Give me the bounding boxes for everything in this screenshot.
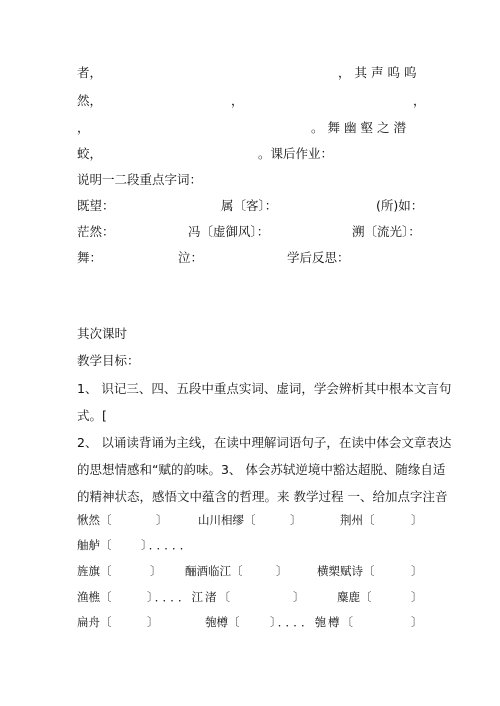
bracket-close: 〕 <box>411 564 423 578</box>
reflection-label: 学后反思： <box>287 250 350 265</box>
vocab-qi: 泣： <box>178 250 204 265</box>
goal-1-line-2: 式。[ <box>77 408 107 423</box>
goal-line-3: 的精神状态，感悟文中蕴含的哲理。来 教学过程 一、给加点字注音 <box>77 489 448 504</box>
vocab-wu: 舞： <box>77 250 103 265</box>
pinyin-pianzhou: 扁舟〔 <box>77 615 112 629</box>
text-line-1-start: 者， <box>77 65 103 80</box>
pinyin-zhulu: 舳舻〔 <box>77 538 112 552</box>
goal-2-line-2: 的思想情感和“赋的韵味。3、 体会苏轼逆境中豁达超脱、随缘自适 <box>77 462 446 477</box>
bracket-close-dots: 〕．．．．． <box>141 538 194 552</box>
pinyin-jiangzhu: 〕．．．．江渚〔 <box>147 590 232 604</box>
vocab-su: 溯〔流光〕： <box>352 224 421 239</box>
text-line-4-end: 。课后作业： <box>258 146 334 161</box>
bracket-close: 〕 <box>156 513 168 527</box>
bracket-close: 〕 <box>150 564 162 578</box>
pinyin-yuqiao: 渔樵〔 <box>77 590 112 604</box>
pinyin-paozun-2: 〕．．．．匏樽〔 <box>270 615 355 629</box>
bracket-close: 〕 <box>411 513 423 527</box>
vocab-jiwang: 既望： <box>77 198 115 213</box>
bracket-close: 〕 <box>411 590 423 604</box>
bracket-close: 〕 <box>276 564 288 578</box>
bracket-close: 〕 <box>293 590 305 604</box>
pinyin-jingqi: 旌旗〔 <box>77 564 112 578</box>
text-line-3-end: 。舞幽壑之潜 <box>311 120 411 135</box>
text-line-2-end: ， <box>413 93 426 108</box>
pinyin-milu: 麋鹿〔 <box>337 590 372 604</box>
bracket-close: 〕 <box>411 615 423 629</box>
pinyin-paozun-1: 匏樽〔 <box>205 615 240 629</box>
text-line-2-start: 然， <box>77 93 103 108</box>
bracket-close: 〕 <box>290 513 302 527</box>
homework-heading: 说明一二段重点字词： <box>77 172 203 187</box>
vocab-ru: (所)如： <box>376 198 424 213</box>
pinyin-xiangmiao: 山川相缪〔 <box>198 513 256 527</box>
vocab-mangran: 茫然： <box>77 224 115 239</box>
bracket-close: 〕 <box>147 615 159 629</box>
pinyin-jingzhou: 荆州〔 <box>340 513 375 527</box>
vocab-zhu: 属〔客〕： <box>221 198 278 213</box>
pinyin-hengshuo: 横槊赋诗〔 <box>317 564 375 578</box>
pinyin-qiaoran: 愀然〔 <box>77 513 112 527</box>
goals-heading: 教学目标： <box>77 353 140 368</box>
text-line-1-end: ，其声呜呜 <box>338 65 421 80</box>
goal-2-line-1: 2、 以诵读背诵为主线，在读中理解词语句子，在读中体会文章表达 <box>77 435 452 450</box>
text-line-4-start: 蛟， <box>77 146 103 161</box>
goal-1-line-1: 1、 识记三、四、五段中重点实词、虚词，学会辨析其中根本文言句 <box>77 381 452 396</box>
section-title: 其次课时 <box>77 326 128 341</box>
vocab-ping: 冯〔虚御风〕： <box>188 224 270 239</box>
text-line-3-start: ， <box>77 120 90 135</box>
pinyin-shijiu: 酾酒临江〔 <box>185 564 243 578</box>
text-line-2-mid: ， <box>231 93 244 108</box>
